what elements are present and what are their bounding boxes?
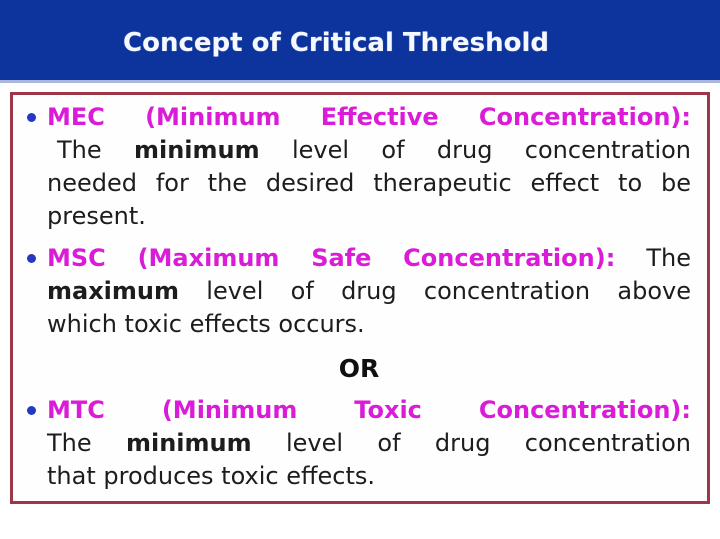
text-segment-bold: minimum bbox=[125, 429, 252, 457]
bullet-item-msc bbox=[27, 242, 691, 341]
text-segment: level of drug concentration bbox=[259, 136, 691, 164]
mec-heading-line bbox=[47, 101, 691, 134]
text-segment: level of drug concentration bbox=[251, 429, 691, 457]
msc-heading-line bbox=[47, 242, 691, 275]
mec-body-line-3: present. bbox=[47, 202, 146, 230]
mtc-body-line-1 bbox=[47, 427, 691, 460]
mtc-heading-line bbox=[47, 394, 691, 427]
msc-body-line-2: which toxic effects occurs. bbox=[47, 310, 365, 338]
msc-heading: MSC (Maximum Safe Concentration): bbox=[47, 244, 616, 272]
bullet-icon bbox=[27, 254, 36, 263]
text-segment-bold: minimum bbox=[133, 136, 260, 164]
text-segment-bold: maximum bbox=[47, 277, 180, 305]
text-segment: The bbox=[615, 244, 692, 272]
header-bar bbox=[0, 0, 720, 83]
mec-heading: MEC (Minimum Effective Concentration): bbox=[47, 103, 691, 131]
msc-body-line-1 bbox=[47, 275, 691, 308]
mec-body-line-2: needed for the desired therapeutic effect to be bbox=[47, 169, 691, 197]
text-segment: level of drug concentration above bbox=[179, 277, 691, 305]
bullet-icon bbox=[27, 406, 36, 415]
bullet-icon bbox=[27, 113, 36, 122]
mtc-heading: MTC (Minimum Toxic Concentration): bbox=[47, 396, 691, 424]
text-segment: The bbox=[57, 136, 134, 164]
mtc-body-line-2: that produces toxic effects. bbox=[47, 462, 376, 490]
content-box bbox=[10, 92, 710, 504]
bullet-item-mec bbox=[27, 101, 691, 233]
slide-title: Concept of Critical Threshold bbox=[123, 28, 549, 58]
bullet-item-mtc bbox=[27, 394, 691, 493]
text-segment: The bbox=[47, 429, 126, 457]
or-divider-label: OR bbox=[338, 354, 380, 383]
mec-body-line-1 bbox=[47, 134, 691, 167]
